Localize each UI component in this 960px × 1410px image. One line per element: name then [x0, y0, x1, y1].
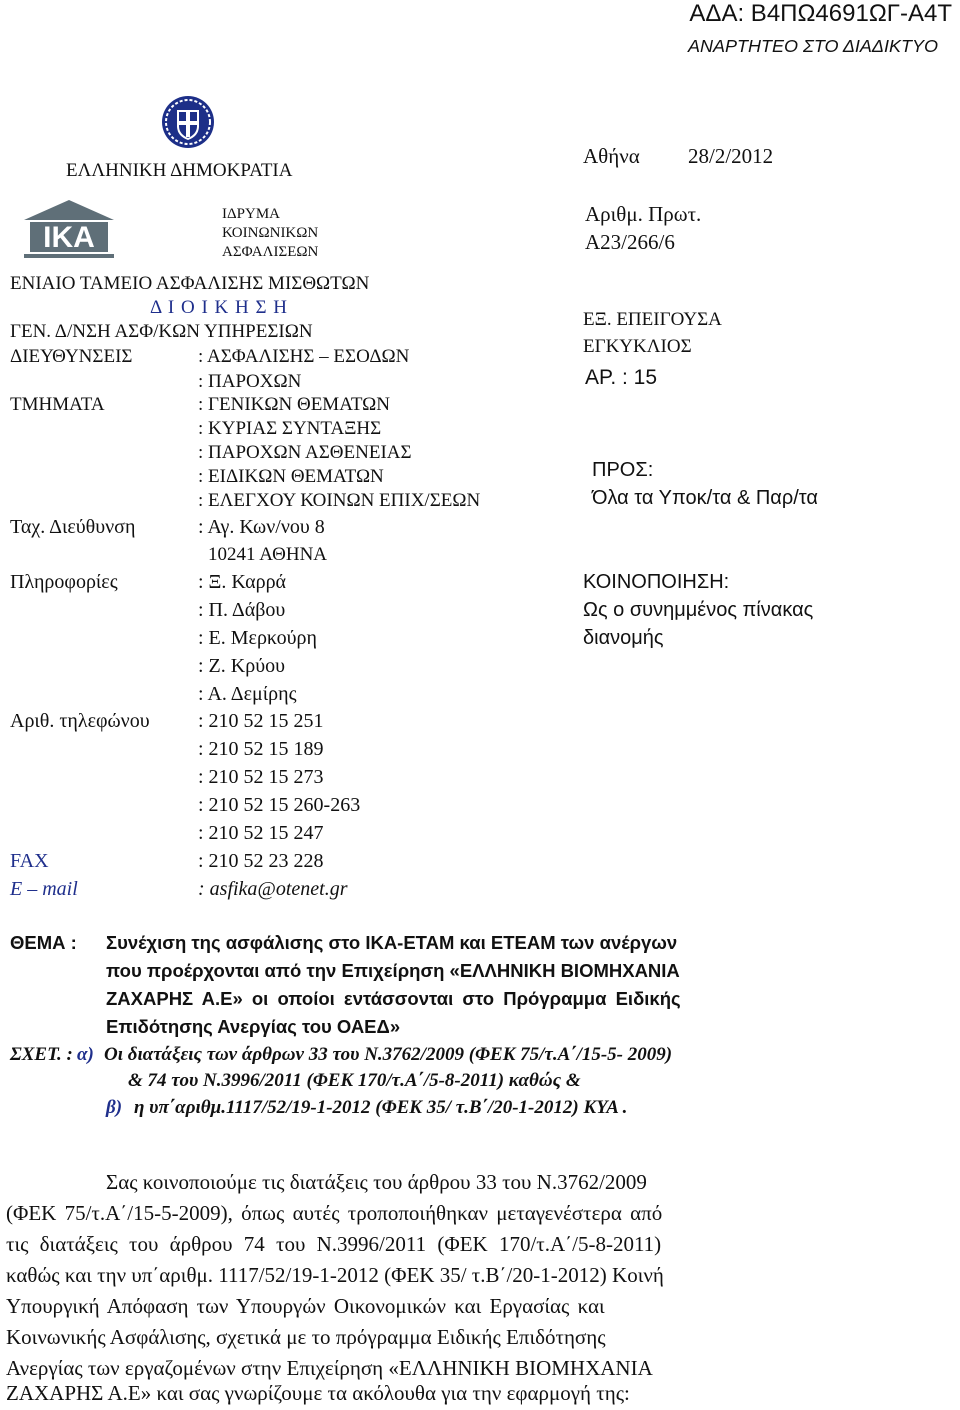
reference-a-marker: α): [77, 1044, 94, 1065]
reference-label: ΣΧΕΤ. :: [10, 1044, 73, 1065]
email-address: : asfika@otenet.gr: [198, 878, 348, 900]
body-line: Σας κοινοποιούμε τις διατάξεις του άρθρου 33 του Ν.3762/2009: [106, 1170, 647, 1194]
address-street: : Αγ. Κων/νου 8: [198, 516, 325, 538]
body-line: Ανεργίας των εργαζομένων στην Επιχείρηση «ΕΛΛΗΝΙΚΗ ΒΙΟΜΗΧΑΝΙΑ: [6, 1356, 653, 1380]
info-label: Πληροφορίες: [10, 571, 118, 593]
address-city: 10241 ΑΘΗΝΑ: [208, 544, 328, 565]
phone-label: Αριθ. τηλεφώνου: [10, 710, 150, 732]
department-item: : ΕΛΕΓΧΟΥ ΚΟΙΝΩΝ ΕΠΙΧ/ΣΕΩΝ: [198, 490, 481, 511]
svg-text:IKA: IKA: [43, 221, 95, 254]
city: Αθήνα: [583, 144, 640, 168]
body-line: ΖΑΧΑΡΗΣ Α.Ε» και σας γνωρίζουμε τα ακόλουθα για την εφαρμογή της:: [6, 1381, 630, 1405]
to-label: ΠΡΟΣ:: [592, 459, 654, 481]
fax-number: : 210 52 23 228: [198, 850, 324, 872]
greek-emblem-icon: [160, 94, 216, 150]
institute-line-1: ΙΔΡΥΜΑ: [222, 206, 280, 222]
circular-label: ΕΓΚΥΚΛΙΟΣ: [583, 336, 692, 357]
phone-number: : 210 52 15 260-263: [198, 794, 361, 816]
subject-line: Συνέχιση της ασφάλισης στο ΙΚΑ-ΕΤΑΜ και ΕΤΕΑΜ των ανέργων: [106, 932, 678, 953]
cc-label: ΚΟΙΝΟΠΟΙΗΣΗ:: [583, 571, 730, 593]
posted-online-note: ΑΝΑΡΤΗΤΕΟ ΣΤΟ ΔΙΑΔΙΚΤΥΟ: [688, 36, 938, 56]
department-item: : ΓΕΝΙΚΩΝ ΘΕΜΑΤΩΝ: [198, 394, 390, 415]
body-line: καθώς και την υπ΄αριθμ. 1117/52/19-1-2012 (ΦΕΚ 35/ τ.Β΄/20-1-2012) Κοινή: [6, 1263, 664, 1287]
reference-a: Οι διατάξεις των άρθρων 33 του Ν.3762/2009 (ΦΕΚ 75/τ.Α΄/15-5- 2009): [104, 1044, 673, 1065]
body-line: Υπουργική Απόφαση των Υπουργών Οικονομικών και Εργασίας και: [6, 1294, 605, 1318]
department-item: : ΠΑΡΟΧΩΝ ΑΣΘΕΝΕΙΑΣ: [198, 442, 412, 463]
reference-a-continued: & 74 του Ν.3996/2011 (ΦΕΚ 170/τ.Α΄/5-8-2011) καθώς &: [128, 1070, 581, 1091]
institute-line-3: ΑΣΦΑΛΙΣΕΩΝ: [222, 244, 319, 260]
cc-line: Ως ο συνημμένος πίνακας: [583, 599, 814, 621]
fund-name: ΕΝΙΑΙΟ ΤΑΜΕΙΟ ΑΣΦΑΛΙΣΗΣ ΜΙΣΘΩΤΩΝ: [10, 273, 370, 294]
subject-label: ΘΕΜΑ :: [10, 932, 77, 953]
circular-number: ΑΡ. : 15: [585, 366, 658, 389]
protocol-label: Αριθμ. Πρωτ.: [585, 202, 702, 226]
subject-line: ΖΑΧΑΡΗΣ Α.Ε» οι οποίοι εντάσσονται στο Πρόγραμμα Ειδικής: [106, 988, 681, 1009]
phone-number: : 210 52 15 251: [198, 710, 324, 732]
body-line: τις διατάξεις του άρθρου 74 του Ν.3996/2011 (ΦΕΚ 170/τ.Α΄/5-8-2011): [6, 1232, 662, 1256]
email-label: E – mail: [10, 878, 78, 900]
document-date: 28/2/2012: [688, 144, 774, 168]
subject-line: που προέρχονται από την Επιχείρηση «ΕΛΛΗΝΙΚΗ ΒΙΟΜΗΧΑΝΙΑ: [106, 960, 680, 981]
protocol-number: Α23/266/6: [585, 230, 675, 254]
cc-line: διανομής: [583, 627, 664, 649]
contact-person: : Ξ. Καρρά: [198, 571, 287, 593]
administration-heading: Δ Ι Ο Ι Κ Η Σ Η: [150, 297, 289, 318]
address-label: Ταχ. Διεύθυνση: [10, 516, 136, 538]
contact-person: : Α. Δεμίρης: [198, 683, 297, 705]
general-directorate: ΓΕΝ. Δ/ΝΣΗ ΑΣΦ/ΚΩΝ ΥΠΗΡΕΣΙΩΝ: [10, 321, 313, 342]
directorate-item: : ΑΣΦΑΛΙΣΗΣ – ΕΣΟΔΩΝ: [198, 346, 410, 367]
contact-person: : Π. Δάβου: [198, 599, 286, 621]
institute-line-2: ΚΟΙΝΩΝΙΚΩΝ: [222, 225, 319, 241]
department-item: : ΚΥΡΙΑΣ ΣΥΝΤΑΞΗΣ: [198, 418, 382, 439]
body-line: Κοινωνικής Ασφάλισης, σχετικά με το πρόγραμμα Ειδικής Επιδότησης: [6, 1325, 606, 1349]
ada-code: ΑΔΑ: Β4ΠΩ4691ΩΓ-Α4Τ: [689, 0, 952, 27]
contact-person: : Ζ. Κρύου: [198, 655, 286, 677]
republic-heading: ΕΛΛΗΝΙΚΗ ΔΗΜΟΚΡΑΤΙΑ: [66, 160, 293, 181]
body-line: (ΦΕΚ 75/τ.Α΄/15-5-2009), όπως αυτές τροποποιήθηκαν μεταγενέστερα από: [6, 1201, 663, 1225]
subject-line: Επιδότησης Ανεργίας του ΟΑΕΔ»: [106, 1016, 401, 1037]
phone-number: : 210 52 15 273: [198, 766, 324, 788]
recipients: Όλα τα Υποκ/τα & Παρ/τα: [592, 487, 818, 509]
reference-b-marker: β): [106, 1097, 123, 1118]
department-item: : ΕΙΔΙΚΩΝ ΘΕΜΑΤΩΝ: [198, 466, 384, 487]
directorate-item: : ΠΑΡΟΧΩΝ: [198, 371, 302, 392]
ika-logo: [22, 198, 116, 260]
phone-number: : 210 52 15 189: [198, 738, 324, 760]
phone-number: : 210 52 15 247: [198, 822, 324, 844]
departments-label: ΤΜΗΜΑΤΑ: [10, 394, 105, 415]
reference-b: η υπ΄αριθμ.1117/52/19-1-2012 (ΦΕΚ 35/ τ.Β΄/20-1-2012) ΚΥΑ .: [134, 1097, 628, 1118]
directorates-label: ΔΙΕΥΘΥΝΣΕΙΣ: [10, 346, 133, 367]
fax-label: FAX: [10, 850, 49, 872]
contact-person: : Ε. Μερκούρη: [198, 627, 317, 649]
urgency: ΕΞ. ΕΠΕΙΓΟΥΣΑ: [583, 309, 722, 330]
